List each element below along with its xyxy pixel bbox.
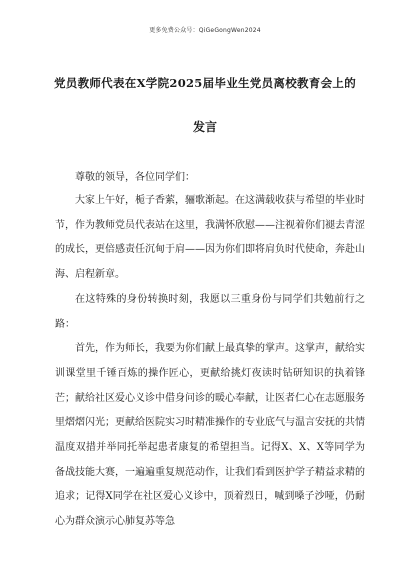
paragraph-first-point: 首先，作为师长，我要为你们献上最真挚的掌声。这掌声，献给实训课堂里千锤百炼的操作匠心，更献给挑灯夜读时钻研知识的执着锋芒；献给社区爱心义诊中借身问诊的暖心奉献，让医者仁心在志愿服务里熠熠闪光；更献给医院实习时精准操作的专业底气与温言安抚的共情温度双措并举同托举起患者康复的希望担当。记得X、X、X等同学为备战技能大赛，一遍遍重复规范动作，让我们看到医护学子精益求精的追求；记得X同学在社区爱心义诊中，顶着烈日，喊到嗓子沙哑，仍耐心为群众演示心肺复苏等急 xyxy=(55,343,365,528)
speech-body xyxy=(55,189,365,535)
header-note: 更多免费公众号：QiGeGongWen2024 xyxy=(149,27,261,34)
paragraph-transition: 在这特殊的身份转换时刻，我愿以三重身份与同学们共勉前行之路： xyxy=(55,293,365,330)
document-title-continuation: 发言 xyxy=(192,120,217,134)
paragraph-opening: 大家上午好，栀子香萦，骊歌渐起。在这满载收获与希望的毕业时节，作为教师党员代表站在这里，我满怀欣慰——注视着你们褪去青涩的成长，更倍感责任沉甸于肩——因为你们即将肩负时代使命，奔赴山海、启程新章。 xyxy=(55,195,365,281)
document-title: 党员教师代表在X学院2025届毕业生党员离校教育会上的 xyxy=(53,76,357,90)
greeting: 尊敬的领导，各位同学们： xyxy=(75,172,195,183)
